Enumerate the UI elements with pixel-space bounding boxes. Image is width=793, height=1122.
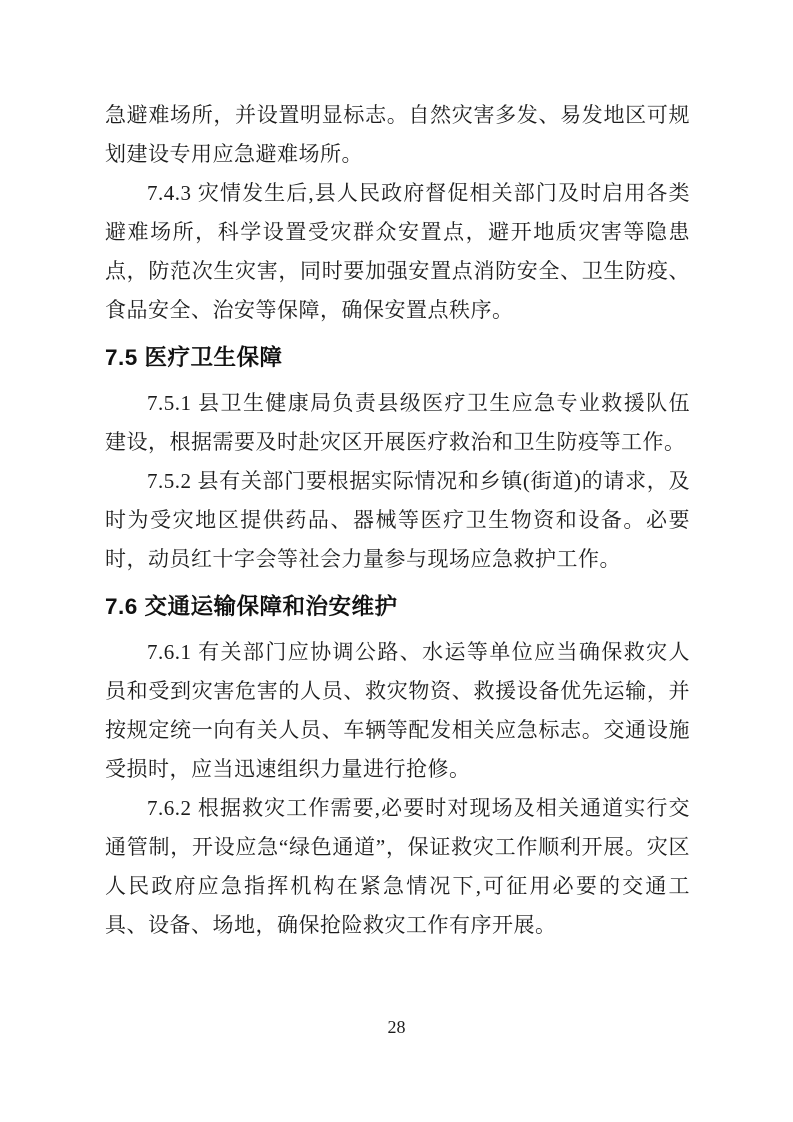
paragraph-continuation: 急避难场所，并设置明显标志。自然灾害多发、易发地区可规划建设专用应急避难场所。 bbox=[105, 103, 690, 166]
document-body bbox=[105, 96, 690, 945]
paragraph-7-5-2: 7.5.2 县有关部门要根据实际情况和乡镇(街道)的请求，及时为受灾地区提供药品、器械等医疗卫生物资和设备。必要时，动员红十字会等社会力量参与现场应急救护工作。 bbox=[105, 469, 690, 571]
paragraph-7-6-1: 7.6.1 有关部门应协调公路、水运等单位应当确保救灾人员和受到灾害危害的人员、救灾物资、救援设备优先运输，并按规定统一向有关人员、车辆等配发相关应急标志。交通设施受损时，应当迅速组织力量进行抢修。 bbox=[105, 640, 690, 781]
paragraph-7-6-2: 7.6.2 根据救灾工作需要,必要时对现场及相关通道实行交通管制，开设应急“绿色通道”，保证救灾工作顺利开展。灾区人民政府应急指挥机构在紧急情况下,可征用必要的交通工具、设备、场地，确保抢险救灾工作有序开展。 bbox=[105, 796, 690, 937]
page-number: 28 bbox=[387, 1017, 406, 1037]
section-heading-7-6: 7.6 交通运输保障和治安维护 bbox=[105, 594, 398, 619]
paragraph-7-5-1: 7.5.1 县卫生健康局负责县级医疗卫生应急专业救援队伍建设，根据需要及时赴灾区开展医疗救治和卫生防疫等工作。 bbox=[105, 391, 690, 454]
paragraph-7-4-3: 7.4.3 灾情发生后,县人民政府督促相关部门及时启用各类避难场所，科学设置受灾群众安置点，避开地质灾害等隐患点，防范次生灾害，同时要加强安置点消防安全、卫生防疫、食品安全、治安等保障，确保安置点秩序。 bbox=[105, 181, 690, 322]
section-heading-7-5: 7.5 医疗卫生保障 bbox=[105, 345, 283, 370]
